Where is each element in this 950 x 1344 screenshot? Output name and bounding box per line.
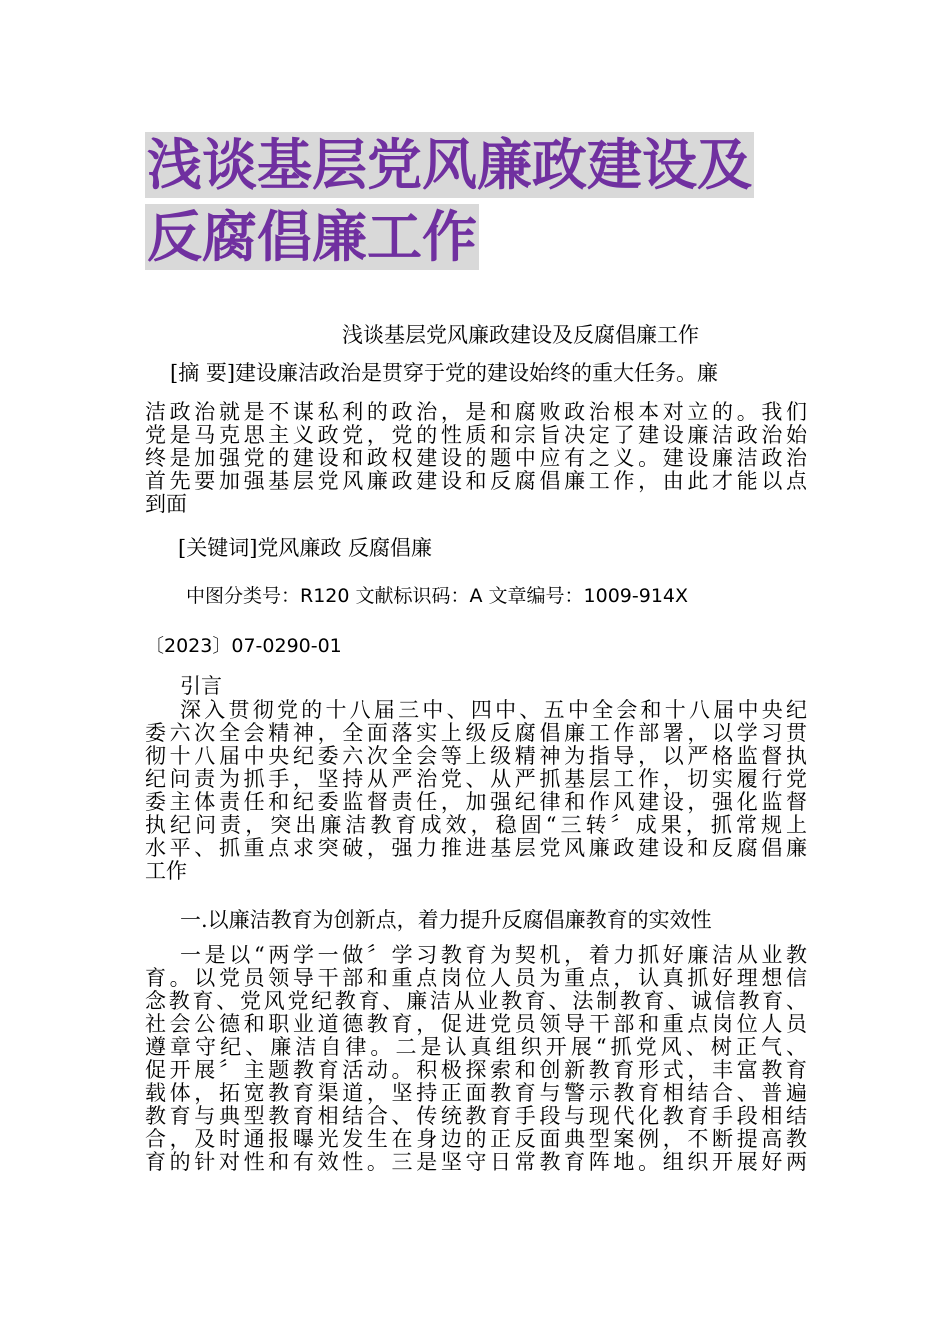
- section-1-line: 载体，拓宽教育渠道，坚持正面教育与警示教育相结合、普遍: [145, 1081, 807, 1105]
- intro-line: 工作: [145, 859, 187, 883]
- classification-line: 中图分类号：R120 文献标识码：A 文章编号：1009-914X: [186, 585, 689, 607]
- section-1-line: 育的针对性和有效性。三是坚守日常教育阵地。组织开展好两: [145, 1150, 807, 1174]
- section-1-line: 社会公德和职业道德教育，促进党员领导干部和重点岗位人员: [145, 1012, 807, 1036]
- intro-line: 执纪问责，突出廉洁教育成效，稳固“三转〞成果，抓常规上: [145, 813, 807, 837]
- abstract-line: 洁政治就是不谋私利的政治，是和腐败政治根本对立的。我们: [145, 400, 807, 424]
- intro-line: 委主体责任和纪委监督责任，加强纪律和作风建设，强化监督: [145, 790, 807, 814]
- section-1-line: 念教育、党风党纪教育、廉洁从业教育、法制教育、诚信教育、: [145, 989, 807, 1013]
- classification-year-line: 〔2023〕07-0290-01: [145, 635, 342, 657]
- abstract-line: 终是加强党的建设和政权建设的题中应有之义。建设廉洁政治: [145, 446, 807, 470]
- section-1-line: 一是以“两学一做〞学习教育为契机，着力抓好廉洁从业教: [180, 943, 807, 967]
- abstract-line: 到面: [145, 492, 187, 516]
- section-1-line: 促开展〞主题教育活动。积极探索和创新教育形式，丰富教育: [145, 1058, 807, 1082]
- intro-line: 深入贯彻党的十八届三中、四中、五中全会和十八届中央纪: [180, 698, 807, 722]
- abstract-first-line: [摘 要]建设廉洁政治是贯穿于党的建设始终的重大任务。廉: [170, 361, 719, 385]
- intro-heading: 引言: [180, 674, 222, 698]
- document-title-line-1: 浅谈基层党风廉政建设及: [147, 133, 753, 197]
- section-1-line: 教育与典型教育相结合、传统教育手段与现代化教育手段相结: [145, 1104, 807, 1128]
- keywords-line: [关键词]党风廉政 反腐倡廉: [178, 536, 433, 560]
- intro-paragraph: [145, 699, 807, 883]
- intro-line: 水平、抓重点求突破，强力推进基层党风廉政建设和反腐倡廉: [145, 836, 807, 860]
- section-1-line: 育。以党员领导干部和重点岗位人员为重点，认真抓好理想信: [145, 966, 807, 990]
- section-1-heading: 一.以廉洁教育为创新点，着力提升反腐倡廉教育的实效性: [180, 908, 712, 932]
- abstract-line: 首先要加强基层党风廉政建设和反腐倡廉工作，由此才能以点: [145, 469, 807, 493]
- article-subtitle: 浅谈基层党风廉政建设及反腐倡廉工作: [342, 323, 699, 347]
- section-1-line: 合，及时通报曝光发生在身边的正反面典型案例，不断提高教: [145, 1127, 807, 1151]
- intro-line: 委六次全会精神，全面落实上级反腐倡廉工作部署，以学习贯: [145, 721, 807, 745]
- abstract-paragraph: [145, 401, 807, 516]
- document-title-line-2: 反腐倡廉工作: [147, 205, 478, 269]
- section-1-line: 遵章守纪、廉洁自律。二是认真组织开展“抓党风、树正气、: [145, 1035, 807, 1059]
- section-1-paragraph: [145, 944, 807, 1174]
- intro-line: 纪问责为抓手，坚持从严治党、从严抓基层工作，切实履行党: [145, 767, 807, 791]
- intro-line: 彻十八届中央纪委六次全会等上级精神为指导，以严格监督执: [145, 744, 807, 768]
- abstract-line: 党是马克思主义政党，党的性质和宗旨决定了建设廉洁政治始: [145, 423, 807, 447]
